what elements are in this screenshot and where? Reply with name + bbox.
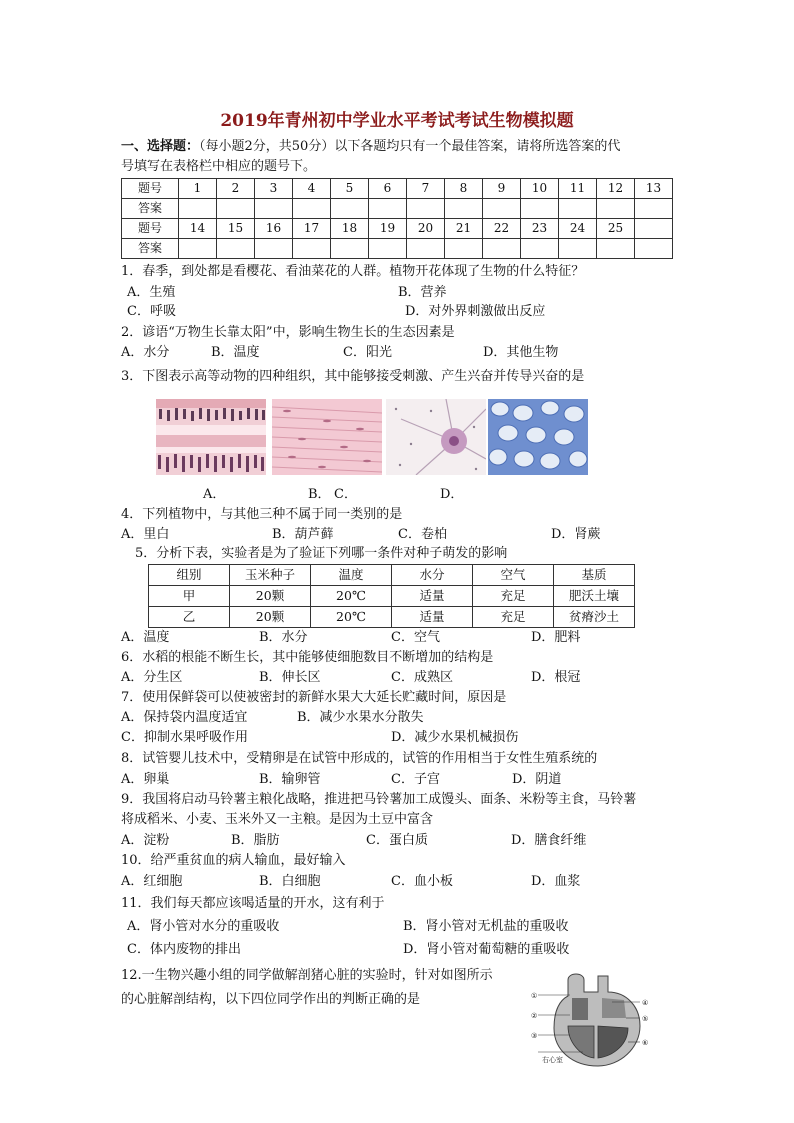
question-1-stem: 1．春季，到处都是看樱花、看油菜花的人群。植物开花体现了生物的什么特征？ [121, 264, 585, 279]
row-label: 题号 [122, 219, 179, 239]
q2-option-c: C．阳光 [343, 345, 392, 360]
heart-label-2: ② [531, 1012, 538, 1020]
answer-cell[interactable] [293, 199, 331, 219]
q9-option-c: C．蛋白质 [366, 833, 428, 848]
answer-cell[interactable] [179, 199, 217, 219]
answer-cell[interactable] [255, 239, 293, 259]
question-number: 4 [293, 179, 331, 199]
q3-option-b: B． [308, 487, 331, 502]
q10-option-b: B．白细胞 [259, 874, 321, 889]
q9-option-a: A．淀粉 [121, 833, 170, 848]
q5-option-c: C．空气 [391, 630, 440, 645]
q4-option-b: B．葫芦藓 [272, 527, 334, 542]
q11-option-c: C．体内废物的排出 [127, 942, 241, 957]
section-intro-text-2: 号填写在表格栏中相应的题号下。 [121, 159, 317, 174]
table-header: 基质 [554, 565, 635, 586]
question-number: 19 [369, 219, 407, 239]
question-number: 20 [407, 219, 445, 239]
table-header: 玉米种子 [230, 565, 311, 586]
question-8-stem: 8．试管婴儿技术中，受精卵是在试管中形成的，试管的作用相当于女性生殖系统的 [121, 751, 598, 766]
section-intro [121, 138, 620, 156]
muscle-tissue-image [272, 399, 382, 475]
q6-option-a: A．分生区 [121, 670, 183, 685]
q3-option-a: A． [203, 487, 226, 502]
question-11-stem: 11．我们每天都应该喝适量的开水，这有利于 [121, 896, 385, 911]
nerve-tissue-image [386, 399, 486, 475]
question-number: 5 [331, 179, 369, 199]
q5-option-b: B．水分 [259, 630, 308, 645]
answer-cell[interactable] [179, 239, 217, 259]
answer-cell[interactable] [331, 239, 369, 259]
table-cell: 适量 [392, 607, 473, 628]
heart-diagram [528, 970, 656, 1070]
section-heading: 一、选择题： [121, 139, 200, 154]
q4-option-c: C．卷柏 [398, 527, 447, 542]
question-number: 7 [407, 179, 445, 199]
question-4-stem: 4．下列植物中，与其他三种不属于同一类别的是 [121, 507, 403, 522]
experiment-table [148, 564, 635, 628]
question-number: 21 [445, 219, 483, 239]
question-number: 15 [217, 219, 255, 239]
heart-label-4: ④ [642, 999, 649, 1007]
table-cell: 贫瘠沙土 [554, 607, 635, 628]
table-header: 水分 [392, 565, 473, 586]
q2-option-b: B．温度 [211, 345, 260, 360]
answer-table-row-numbers-1 [122, 179, 673, 199]
row-label: 题号 [122, 179, 179, 199]
q8-option-d: D．阴道 [512, 772, 562, 787]
answer-cell[interactable] [521, 239, 559, 259]
question-7-stem: 7．使用保鲜袋可以使被密封的新鲜水果大大延长贮藏时间，原因是 [121, 690, 507, 705]
answer-cell[interactable] [445, 239, 483, 259]
q11-option-d: D．肾小管对葡萄糖的重吸收 [403, 942, 570, 957]
answer-table-row-answers-1 [122, 199, 673, 219]
question-number: 9 [483, 179, 521, 199]
question-6-stem: 6．水稻的根能不断生长，其中能够使细胞数目不断增加的结构是 [121, 650, 494, 665]
q9-option-d: D．膳食纤维 [511, 833, 587, 848]
table-cell: 20℃ [311, 586, 392, 607]
answer-cell[interactable] [445, 199, 483, 219]
question-number: 11 [559, 179, 597, 199]
answer-cell[interactable] [331, 199, 369, 219]
q6-option-d: D．根冠 [531, 670, 581, 685]
q8-option-a: A．卵巢 [121, 772, 170, 787]
row-label: 答案 [122, 239, 179, 259]
answer-cell[interactable] [255, 199, 293, 219]
q7-option-b: B．减少水果水分散失 [297, 710, 424, 725]
heart-label-5: ⑤ [642, 1015, 649, 1023]
question-3-stem: 3．下图表示高等动物的四种组织，其中能够接受刺激、产生兴奋并传导兴奋的是 [121, 369, 585, 384]
question-number [635, 219, 673, 239]
question-10-stem: 10．给严重贫血的病人输血，最好输入 [121, 853, 346, 868]
answer-cell[interactable] [217, 199, 255, 219]
q2-option-d: D．其他生物 [483, 345, 559, 360]
table-cell: 20颗 [230, 586, 311, 607]
question-number: 6 [369, 179, 407, 199]
question-number: 22 [483, 219, 521, 239]
answer-cell[interactable] [407, 239, 445, 259]
epithelial-tissue-image [156, 399, 266, 475]
answer-cell[interactable] [559, 199, 597, 219]
q11-option-b: B．肾小管对无机盐的重吸收 [403, 919, 569, 934]
q5-option-a: A．温度 [121, 630, 170, 645]
question-12-stem-1: 12.一生物兴趣小组的同学做解剖猪心脏的实验时，针对如图所示 [121, 968, 493, 983]
q3-option-c: C． [334, 487, 357, 502]
question-number: 13 [635, 179, 673, 199]
q1-option-a: A．生殖 [127, 285, 176, 300]
page-title: 2019年青州初中学业水平考试考试生物模拟题 [220, 111, 574, 131]
answer-cell[interactable] [407, 199, 445, 219]
question-number: 14 [179, 219, 217, 239]
question-number: 25 [597, 219, 635, 239]
heart-label-1: ① [531, 992, 538, 1000]
answer-cell[interactable] [217, 239, 255, 259]
answer-cell[interactable] [597, 239, 635, 259]
answer-cell[interactable] [559, 239, 597, 259]
table-cell: 充足 [473, 586, 554, 607]
question-number: 8 [445, 179, 483, 199]
q1-option-c: C．呼吸 [127, 304, 176, 319]
question-number: 3 [255, 179, 293, 199]
question-number: 16 [255, 219, 293, 239]
question-9-stem-2: 将成稻米、小麦、玉米外又一主粮。是因为土豆中富含 [121, 812, 434, 827]
table-cell: 肥沃土壤 [554, 586, 635, 607]
answer-table-row-numbers-2 [122, 219, 673, 239]
table-header: 空气 [473, 565, 554, 586]
answer-cell[interactable] [483, 199, 521, 219]
table-cell: 适量 [392, 586, 473, 607]
answer-cell[interactable] [521, 199, 559, 219]
table-cell: 充足 [473, 607, 554, 628]
question-number: 18 [331, 219, 369, 239]
answer-cell[interactable] [369, 239, 407, 259]
answer-table [121, 178, 673, 259]
q7-option-c: C．抑制水果呼吸作用 [121, 730, 248, 745]
q1-option-d: D．对外界刺激做出反应 [405, 304, 546, 319]
table-cell: 乙 [149, 607, 230, 628]
question-number: 1 [179, 179, 217, 199]
heart-label-3: ③ [531, 1032, 538, 1040]
q11-option-a: A．肾小管对水分的重吸收 [127, 919, 280, 934]
q8-option-c: C．子宫 [391, 772, 440, 787]
q10-option-d: D．血浆 [531, 874, 581, 889]
table-cell: 甲 [149, 586, 230, 607]
table-cell: 20颗 [230, 607, 311, 628]
table-row [149, 586, 635, 607]
question-number: 23 [521, 219, 559, 239]
answer-table-row-answers-2 [122, 239, 673, 259]
question-number: 10 [521, 179, 559, 199]
question-number: 17 [293, 219, 331, 239]
table-header: 组别 [149, 565, 230, 586]
question-number: 12 [597, 179, 635, 199]
q4-option-a: A．里白 [121, 527, 170, 542]
answer-cell[interactable] [635, 199, 673, 219]
heart-label-6: ⑥ [642, 1039, 649, 1047]
answer-cell[interactable] [483, 239, 521, 259]
section-intro-text-1: （每小题2分，共50分）以下各题均只有一个最佳答案，请将所选答案的代 [199, 139, 621, 154]
table-cell: 20℃ [311, 607, 392, 628]
answer-cell[interactable] [369, 199, 407, 219]
question-2-stem: 2．谚语“万物生长靠太阳”中，影响生物生长的生态因素是 [121, 325, 455, 340]
q8-option-b: B．输卵管 [259, 772, 321, 787]
row-label: 答案 [122, 199, 179, 219]
q10-option-a: A．红细胞 [121, 874, 183, 889]
table-row [149, 607, 635, 628]
q7-option-d: D．减少水果机械损伤 [391, 730, 519, 745]
q1-option-b: B．营养 [398, 285, 447, 300]
question-12-stem-2: 的心脏解剖结构，以下四位同学作出的判断正确的是 [121, 992, 421, 1007]
experiment-table-header [149, 565, 635, 586]
q2-option-a: A．水分 [121, 345, 170, 360]
question-9-stem-1: 9．我国将启动马铃薯主粮化战略，推进把马铃薯加工成馒头、面条、米粉等主食，马铃薯 [121, 792, 637, 807]
q3-option-d: D． [440, 487, 464, 502]
question-5-stem: 5．分析下表，实验者是为了验证下列哪一条件对种子萌发的影响 [135, 546, 508, 561]
heart-caption: 右心室 [542, 1056, 563, 1064]
q9-option-b: B．脂肪 [231, 833, 280, 848]
question-number: 2 [217, 179, 255, 199]
answer-cell[interactable] [293, 239, 331, 259]
q4-option-d: D．肾蕨 [551, 527, 601, 542]
answer-cell[interactable] [597, 199, 635, 219]
question-number: 24 [559, 219, 597, 239]
q10-option-c: C．血小板 [391, 874, 453, 889]
q7-option-a: A．保持袋内温度适宜 [121, 710, 248, 725]
q5-option-d: D．肥料 [531, 630, 581, 645]
table-header: 温度 [311, 565, 392, 586]
q6-option-b: B．伸长区 [259, 670, 321, 685]
answer-cell[interactable] [635, 239, 673, 259]
connective-tissue-image [488, 399, 588, 475]
q6-option-c: C．成熟区 [391, 670, 453, 685]
